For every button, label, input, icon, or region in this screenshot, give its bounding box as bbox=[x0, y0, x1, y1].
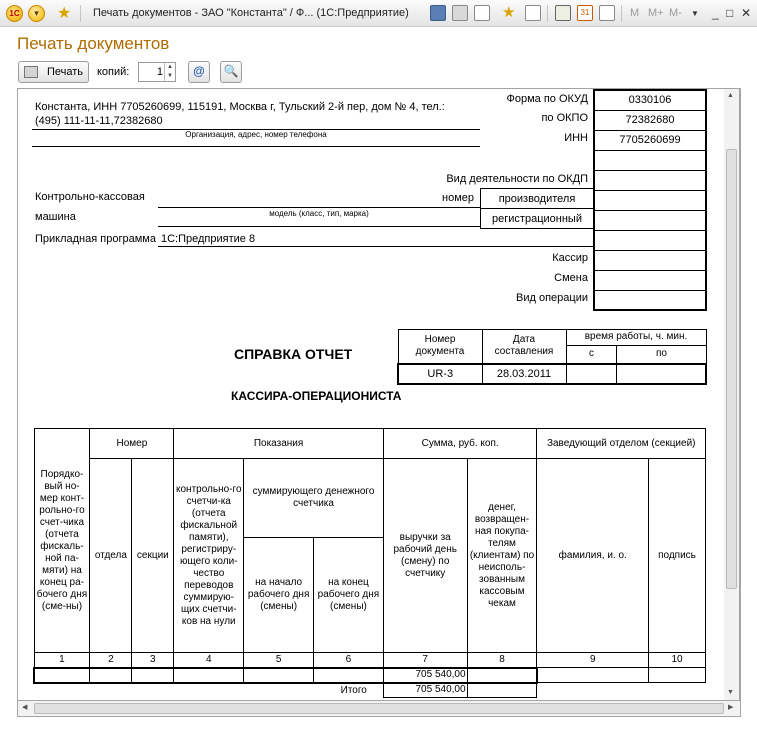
close-icon[interactable]: ✕ bbox=[741, 6, 752, 20]
kkm-underline-2 bbox=[158, 226, 480, 227]
copies-label: копий: bbox=[97, 66, 130, 78]
copies-input[interactable] bbox=[139, 63, 165, 81]
nomer-label: номер bbox=[442, 192, 474, 204]
col-number-10: 10 bbox=[649, 653, 706, 668]
org-underline-2 bbox=[32, 146, 480, 147]
window-title: Печать документов - ЗАО "Константа" / Ф... (1С:Предприятие) bbox=[93, 7, 409, 19]
scroll-right-icon[interactable]: ▶ bbox=[728, 704, 734, 711]
calculator-icon[interactable] bbox=[555, 5, 571, 21]
col-number-9: 9 bbox=[537, 653, 649, 668]
copies-spin-icon[interactable]: ▲ ▼ bbox=[164, 63, 175, 81]
total-refund bbox=[467, 683, 537, 698]
col-number-7: 7 bbox=[383, 653, 467, 668]
kkm-label-1: Контрольно-кассовая bbox=[35, 191, 145, 203]
doc-title-1: СПРАВКА ОТЧЕТ bbox=[234, 346, 353, 362]
bookmark-icon[interactable] bbox=[525, 5, 541, 21]
kkm-label-2: машина bbox=[35, 211, 76, 223]
doc-title-2: КАССИРА-ОПЕРАЦИОНИСТА bbox=[231, 389, 402, 403]
org-line-2: (495) 111-11-11,72382680 bbox=[35, 115, 163, 127]
col-number-6: 6 bbox=[314, 653, 384, 668]
total-revenue: 705 540,00 bbox=[383, 683, 467, 698]
table-row bbox=[34, 668, 706, 683]
horizontal-scrollbar[interactable] bbox=[17, 701, 741, 717]
okud-label: Форма по ОКУД bbox=[506, 93, 588, 105]
refund-header: денег, возвращен-ная покупа-телям (клиентам) по неисполь-зованным кассовым чекам bbox=[467, 459, 537, 653]
doc-number-value: UR-3 bbox=[398, 364, 482, 384]
magnifier-icon: 🔍 bbox=[223, 64, 239, 78]
app-logo-icon[interactable]: 1С bbox=[6, 5, 23, 22]
row-cell bbox=[244, 668, 314, 683]
main-report-table bbox=[33, 428, 706, 698]
main-menu-chevron-icon[interactable]: ▾ bbox=[28, 5, 45, 22]
save-icon[interactable] bbox=[430, 5, 446, 21]
col-number-4: 4 bbox=[174, 653, 244, 668]
org-line-1: Константа, ИНН 7705260699, 115191, Москва г, Тульский 2-й пер, дом № 4, тел.: bbox=[35, 101, 445, 113]
okdp-value bbox=[594, 170, 706, 190]
memory-minus-button[interactable]: M- bbox=[669, 7, 682, 19]
org-caption: Организация, адрес, номер телефона bbox=[185, 130, 327, 139]
add-favorite-icon[interactable]: ★ bbox=[502, 4, 516, 21]
zoom-button[interactable] bbox=[220, 61, 242, 83]
minimize-icon[interactable]: _ bbox=[712, 6, 719, 20]
col-number-2: 2 bbox=[90, 653, 132, 668]
revenue-header: выручки за рабочий день (смену) по счетчику bbox=[383, 459, 467, 653]
inn-value: 7705260699 bbox=[594, 130, 706, 150]
row-cell bbox=[649, 668, 706, 683]
manufacturer-number-value bbox=[594, 190, 706, 210]
kkm-number-labels bbox=[480, 188, 593, 229]
kkm-underline bbox=[158, 207, 480, 208]
shift-label: Смена bbox=[554, 272, 588, 284]
codes-table bbox=[593, 89, 707, 311]
code-empty-cell bbox=[594, 150, 706, 170]
program-label: Прикладная программа bbox=[35, 233, 156, 245]
col1-header: Порядко-вый но-мер конт-рольно-го счет-чика (отчета фискаль-ной па-мяти) на конец ра-бочего дня (сме-ны) bbox=[34, 429, 90, 653]
nomer-header: Номер bbox=[90, 429, 174, 459]
at-sign-icon: @ bbox=[193, 64, 205, 78]
kontrolnogo-header: контрольно-го счетчи-ка (отчета фискальной памяти), регистриру-ющего коли-чество переводов суммирую-щих счетчи-ков на нули bbox=[174, 459, 244, 653]
memory-plus-button[interactable]: M+ bbox=[648, 7, 664, 19]
favorite-star-icon[interactable]: ★ bbox=[57, 5, 72, 22]
okpo-label: по ОКПО bbox=[541, 112, 588, 124]
row-cell bbox=[314, 668, 384, 683]
row-revenue: 705 540,00 bbox=[383, 668, 467, 683]
maximize-icon[interactable]: □ bbox=[726, 6, 734, 20]
row-cell bbox=[467, 668, 537, 683]
end-header: на конец рабочего дня (смены) bbox=[314, 538, 384, 653]
doc-number-table bbox=[397, 329, 707, 385]
toolbar-separator bbox=[80, 5, 81, 22]
otdela-header: отдела bbox=[90, 459, 132, 653]
kkm-caption: модель (класс, тип, марка) bbox=[269, 209, 369, 218]
doc-date-header: Дата составления bbox=[482, 330, 566, 364]
vertical-scrollbar[interactable] bbox=[724, 88, 740, 701]
window-titlebar bbox=[0, 0, 757, 27]
row-cell bbox=[34, 668, 90, 683]
printer-icon bbox=[24, 66, 38, 78]
sekcii-header: секции bbox=[132, 459, 174, 653]
shift-value bbox=[594, 270, 706, 290]
okpo-value: 72382680 bbox=[594, 110, 706, 130]
toolbar-separator bbox=[547, 5, 548, 22]
operation-label: Вид операции bbox=[516, 292, 588, 304]
summ-counter-header: суммирующего денежного счетчика bbox=[244, 459, 384, 538]
inn-label: ИНН bbox=[564, 132, 588, 144]
row-cell bbox=[174, 668, 244, 683]
start-header: на начало рабочего дня (смены) bbox=[244, 538, 314, 653]
col-number-1: 1 bbox=[34, 653, 90, 668]
signature-header: подпись bbox=[649, 459, 706, 653]
email-at-button[interactable] bbox=[188, 61, 210, 83]
preview-icon[interactable] bbox=[474, 5, 490, 21]
manufacturer-label: производителя bbox=[481, 189, 594, 209]
scroll-up-icon[interactable]: ▲ bbox=[727, 92, 734, 99]
page-title: Печать документов bbox=[17, 34, 170, 53]
total-label: Итого bbox=[340, 684, 367, 696]
toolbar-separator bbox=[621, 5, 622, 22]
col-number-5: 5 bbox=[244, 653, 314, 668]
vertical-scroll-thumb[interactable] bbox=[726, 149, 737, 589]
cashier-value bbox=[594, 250, 706, 270]
horizontal-scroll-thumb[interactable] bbox=[34, 703, 724, 714]
work-time-header: время работы, ч. мин. bbox=[566, 330, 706, 346]
program-value-cell bbox=[594, 230, 706, 250]
document-viewport[interactable] bbox=[17, 88, 741, 701]
table-icon[interactable] bbox=[599, 5, 615, 21]
print-icon[interactable] bbox=[452, 5, 468, 21]
scroll-left-icon[interactable]: ◀ bbox=[22, 704, 28, 711]
time-to-value bbox=[617, 364, 706, 384]
col-number-8: 8 bbox=[467, 653, 537, 668]
program-value: 1С:Предприятие 8 bbox=[161, 233, 256, 245]
row-cell bbox=[537, 668, 649, 683]
print-button-label: Печать bbox=[47, 66, 84, 78]
pokazaniya-header: Показания bbox=[174, 429, 384, 459]
registration-number-value bbox=[594, 210, 706, 230]
registration-label: регистрационный bbox=[481, 209, 594, 229]
row-cell bbox=[132, 668, 174, 683]
time-from-value bbox=[566, 364, 617, 384]
program-underline bbox=[158, 246, 593, 247]
dropdown-arrow-icon[interactable]: ▼ bbox=[691, 9, 699, 18]
memory-m-button[interactable]: M bbox=[630, 7, 640, 19]
doc-number-header: Номер документа bbox=[398, 330, 482, 364]
okud-value: 0330106 bbox=[594, 90, 706, 110]
doc-date-value: 28.03.2011 bbox=[482, 364, 566, 384]
okdp-label: Вид деятельности по ОКДП bbox=[446, 173, 588, 185]
scroll-down-icon[interactable]: ▼ bbox=[727, 689, 734, 696]
fio-header: фамилия, и. о. bbox=[537, 459, 649, 653]
operation-value bbox=[594, 290, 706, 310]
head-dept-header: Заведующий отделом (секцией) bbox=[537, 429, 706, 459]
time-to-header: по bbox=[617, 345, 706, 363]
sum-header: Сумма, руб. коп. bbox=[383, 429, 537, 459]
row-cell bbox=[90, 668, 132, 683]
calendar-icon[interactable]: 31 bbox=[577, 5, 593, 21]
time-from-header: с bbox=[566, 345, 617, 363]
col-number-3: 3 bbox=[132, 653, 174, 668]
cashier-label: Кассир bbox=[552, 252, 588, 264]
copies-stepper[interactable] bbox=[138, 62, 176, 82]
print-button[interactable] bbox=[18, 61, 89, 83]
